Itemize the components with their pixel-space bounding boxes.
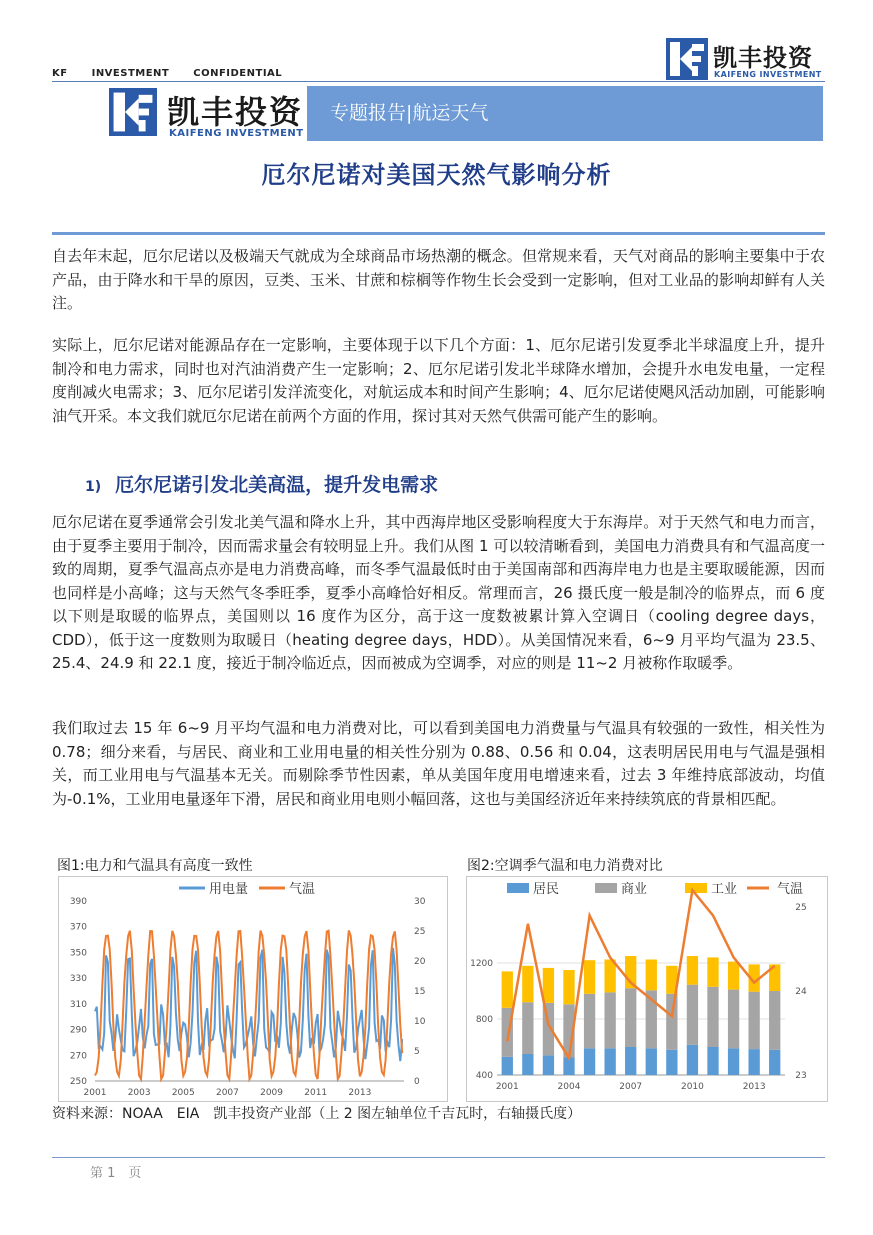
x-tick-label: 2010 xyxy=(680,1082,704,1092)
figure2-svg xyxy=(467,877,827,1101)
banner-company-en: KAIFENG INVESTMENT xyxy=(169,128,304,139)
legend-label-3: 气温 xyxy=(777,882,804,897)
page-number: 第 1 页 xyxy=(90,1166,142,1181)
x-tick-label: 2007 xyxy=(619,1082,643,1092)
kf-logo-icon xyxy=(109,88,157,136)
bar-工业 xyxy=(687,956,698,985)
y-right-tick-label: 30 xyxy=(414,897,426,907)
bar-商业 xyxy=(604,992,615,1048)
x-tick-label: 2009 xyxy=(260,1088,284,1098)
y-left-tick-label: 400 xyxy=(475,1071,493,1081)
paragraph-el-nino-demand: 厄尔尼诺在夏季通常会引发北美气温和降水上升，其中西海岸地区受影响程度大于东海岸。对于天然气和电力而言，由于夏季主要用于制冷，因而需求量会有较明显上升。我们从图 1 可以较清晰看到，美国电力消费具有和气温高度一致的周期，夏季气温高点亦是电力消费高峰，而冬季气温最低时由于美国南部和西海岸电力也是主要取暖能源，因而也同样是小高峰；这与天然气冬季旺季，夏季小高峰恰好相反。常理而言，26 摄氏度一般是制冷的临界点，而 6 度以下则是取暖的临界点，美国则以 16 度作为区分，高于这一度数被累计算入空调日（cooling degree days，CDD），低于这一度数则为取暖日（heating degree days，HDD）。从美国情况来看，6~9 月平均气温为 23.5、25.4、24.9 和 22.1 度，接近于制冷临近点，因而被成为空调季，对应的则是 11~2 月被称作取暖季。 xyxy=(52,513,825,672)
bar-商业 xyxy=(769,991,780,1050)
figure1-svg xyxy=(59,877,447,1101)
y-right-tick-label: 25 xyxy=(414,927,426,937)
x-tick-label: 2001 xyxy=(83,1088,107,1098)
bar-工业 xyxy=(584,960,595,994)
bar-居民 xyxy=(604,1048,615,1075)
bar-居民 xyxy=(707,1047,718,1075)
y-left-tick-label: 1200 xyxy=(470,959,493,969)
legend-label-1: 商业 xyxy=(621,882,648,897)
y-left-tick-label: 310 xyxy=(69,999,87,1010)
report-category: 专题报告|航运天气 xyxy=(330,102,489,124)
bar-工业 xyxy=(646,960,657,991)
company-name-cn: 凯丰投资 xyxy=(713,44,813,72)
y-left-tick-label: 250 xyxy=(69,1077,87,1087)
bar-商业 xyxy=(728,990,739,1049)
bar-居民 xyxy=(666,1050,677,1075)
x-tick-label: 2007 xyxy=(215,1088,239,1098)
bar-居民 xyxy=(502,1057,513,1075)
section-heading xyxy=(85,470,438,497)
y-right-tick-label: 23 xyxy=(795,1071,807,1081)
y-left-tick-label: 330 xyxy=(69,974,87,985)
y-right-tick-label: 5 xyxy=(414,1047,420,1057)
legend-label-2: 工业 xyxy=(711,882,738,897)
y-left-tick-label: 390 xyxy=(69,897,87,907)
x-tick-label: 2005 xyxy=(171,1088,195,1098)
bar-工业 xyxy=(543,968,554,1003)
banner-logo xyxy=(107,86,307,141)
topline-confidential: CONFIDENTIAL xyxy=(193,68,283,79)
y-left-tick-label: 290 xyxy=(69,1025,87,1036)
y-right-tick-label: 24 xyxy=(795,987,807,997)
y-right-tick-label: 0 xyxy=(414,1077,420,1087)
bar-工业 xyxy=(502,971,513,1007)
title-divider xyxy=(52,232,825,235)
y-left-tick-label: 800 xyxy=(475,1015,493,1025)
legend-swatch-0 xyxy=(507,883,529,893)
legend-label-temperature: 气温 xyxy=(289,882,316,897)
bar-商业 xyxy=(625,988,636,1047)
x-tick-label: 2013 xyxy=(742,1082,766,1092)
bar-工业 xyxy=(563,970,574,1004)
bar-工业 xyxy=(522,966,533,1002)
topline-investment: INVESTMENT xyxy=(91,68,170,79)
y-left-tick-label: 270 xyxy=(69,1051,87,1062)
footer-divider xyxy=(52,1157,825,1158)
bar-商业 xyxy=(748,992,759,1049)
bar-商业 xyxy=(707,987,718,1047)
x-tick-label: 2004 xyxy=(557,1082,581,1092)
paragraph-impacts: 实际上，厄尔尼诺对能源品存在一定影响，主要体现于以下几个方面：1、厄尔尼诺引发夏季北半球温度上升，提升制冷和电力需求，同时也对汽油消费产生一定影响；2、厄尔尼诺引发北半球降水增加，会提升水电发电量，一定程度削减火电需求；3、厄尔尼诺引发洋流变化，对航运成本和时间产生影响；4、厄尔尼诺使飓风活动加剧，可能影响油气开采。本文我们就厄尔尼诺在前两个方面的作用，探讨其对天然气供需可能产生的影响。 xyxy=(52,336,825,425)
bar-商业 xyxy=(687,985,698,1045)
kf-logo-icon xyxy=(666,38,708,80)
bar-居民 xyxy=(625,1047,636,1075)
legend-swatch-2 xyxy=(685,883,707,893)
bar-商业 xyxy=(666,994,677,1050)
figure2-chart xyxy=(466,876,828,1102)
legend-label-0: 居民 xyxy=(533,882,560,897)
bar-工业 xyxy=(707,957,718,986)
confidential-line xyxy=(52,68,306,79)
bar-居民 xyxy=(748,1049,759,1075)
figure1-chart xyxy=(58,876,448,1102)
x-tick-label: 2013 xyxy=(348,1088,372,1098)
y-right-tick-label: 15 xyxy=(414,987,426,997)
bar-居民 xyxy=(728,1048,739,1075)
header-logo-small xyxy=(666,38,822,82)
bar-商业 xyxy=(584,994,595,1049)
paragraph-correlation: 我们取过去 15 年 6~9 月平均气温和电力消费对比，可以看到美国电力消费量与气温具有较强的一致性，相关性为 0.78；细分来看，与居民、商业和工业用电量的相关性分别为 0.88、0.56 和 0.04，这表明居民用电与气温是强相关，而工业用电与气温基本无关。而剔除季节性因素，单从美国年度用电增速来看，过去 3 年维持底部波动，均值为-0.1%，工业用电量逐年下滑，居民和商业用电则小幅回落，这也与美国经济近年来持续筑底的背景相匹配。 xyxy=(52,719,825,808)
topline-kf: KF xyxy=(52,68,68,79)
banner-company-cn: 凯丰投资 xyxy=(167,93,304,131)
legend-label-electricity: 用电量 xyxy=(209,882,249,897)
document-title: 厄尔尼诺对美国天然气影响分析 xyxy=(261,161,612,189)
data-source-note: 资料来源：NOAA EIA 凯丰投资产业部（上 2 图左轴单位千吉瓦时，右轴摄氏度） xyxy=(52,1106,582,1122)
figure1-caption: 图1:电力和气温具有高度一致性 xyxy=(57,858,253,874)
y-left-tick-label: 350 xyxy=(69,948,87,959)
figure2-caption: 图2:空调季气温和电力消费对比 xyxy=(467,858,663,874)
bar-工业 xyxy=(728,962,739,990)
company-name-en: KAIFENG INVESTMENT xyxy=(714,70,822,79)
bar-工业 xyxy=(604,960,615,993)
y-right-tick-label: 20 xyxy=(414,957,426,967)
x-tick-label: 2011 xyxy=(304,1088,328,1098)
y-left-tick-label: 370 xyxy=(69,922,87,933)
y-right-tick-label: 10 xyxy=(414,1017,426,1027)
bar-居民 xyxy=(584,1048,595,1075)
bar-居民 xyxy=(687,1045,698,1075)
section-number: 1) xyxy=(85,479,102,495)
x-tick-label: 2003 xyxy=(127,1088,151,1098)
bar-居民 xyxy=(646,1048,657,1075)
bar-居民 xyxy=(522,1054,533,1075)
header-divider xyxy=(52,81,825,82)
bar-居民 xyxy=(543,1055,554,1075)
paragraph-intro: 自去年末起，厄尔尼诺以及极端天气就成为全球商品市场热潮的概念。但常规来看，天气对商品的影响主要集中于农产品，由于降水和干旱的原因，豆类、玉米、甘蔗和棕榈等作物生长会受到一定影响，但对工业品的影响却鲜有人关注。 xyxy=(52,247,825,312)
series-line-temperature xyxy=(95,930,402,1079)
bar-居民 xyxy=(769,1050,780,1075)
section-title: 厄尔尼诺引发北美高温，提升发电需求 xyxy=(115,474,439,496)
bar-商业 xyxy=(522,1002,533,1054)
legend-swatch-1 xyxy=(595,883,617,893)
x-tick-label: 2001 xyxy=(495,1082,519,1092)
y-right-tick-label: 25 xyxy=(795,903,807,913)
